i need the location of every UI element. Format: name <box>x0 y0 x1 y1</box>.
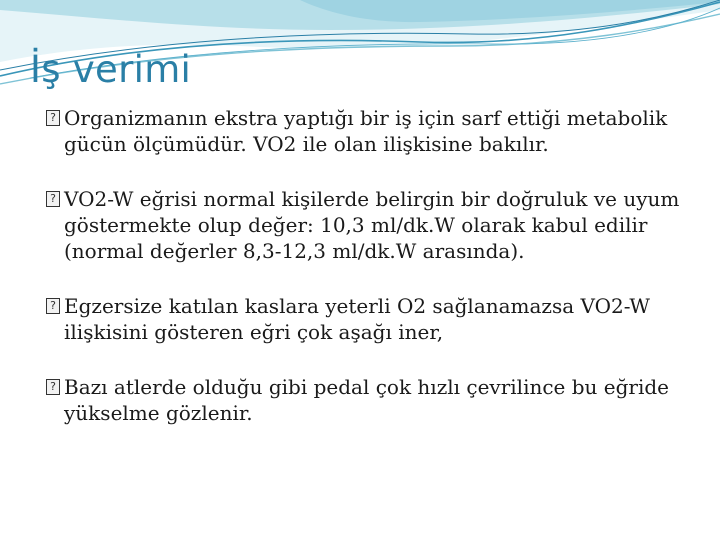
missing-glyph-bullet-icon <box>46 379 60 395</box>
missing-glyph-bullet-icon <box>46 298 60 314</box>
bullet-item <box>46 105 686 157</box>
bullet-text: Bazı atlerde olduğu gibi pedal çok hızlı çevrilince bu eğride yükselme gözlenir. <box>64 375 670 425</box>
slide-title: İş verimi <box>30 48 192 91</box>
missing-glyph-bullet-icon <box>46 191 60 207</box>
bullet-text: Egzersize katılan kaslara yeterli O2 sağlanamazsa VO2-W ilişkisini gösteren eğri çok aşağı iner, <box>64 294 650 344</box>
bullet-text: VO2-W eğrisi normal kişilerde belirgin bir doğruluk ve uyum göstermekte olup değer: 10,3 ml/dk.W olarak kabul edilir (normal değerler 8,3-12,3 ml/dk.W arasında). <box>64 187 680 263</box>
bullet-item <box>46 186 686 264</box>
bullet-item <box>46 293 686 345</box>
bullet-text: Organizmanın ekstra yaptığı bir iş için sarf ettiği metabolik gücün ölçümüdür. VO2 ile olan ilişkisine bakılır. <box>64 106 668 156</box>
missing-glyph-bullet-icon <box>46 110 60 126</box>
bullet-list <box>46 105 686 426</box>
bullet-item <box>46 374 686 426</box>
